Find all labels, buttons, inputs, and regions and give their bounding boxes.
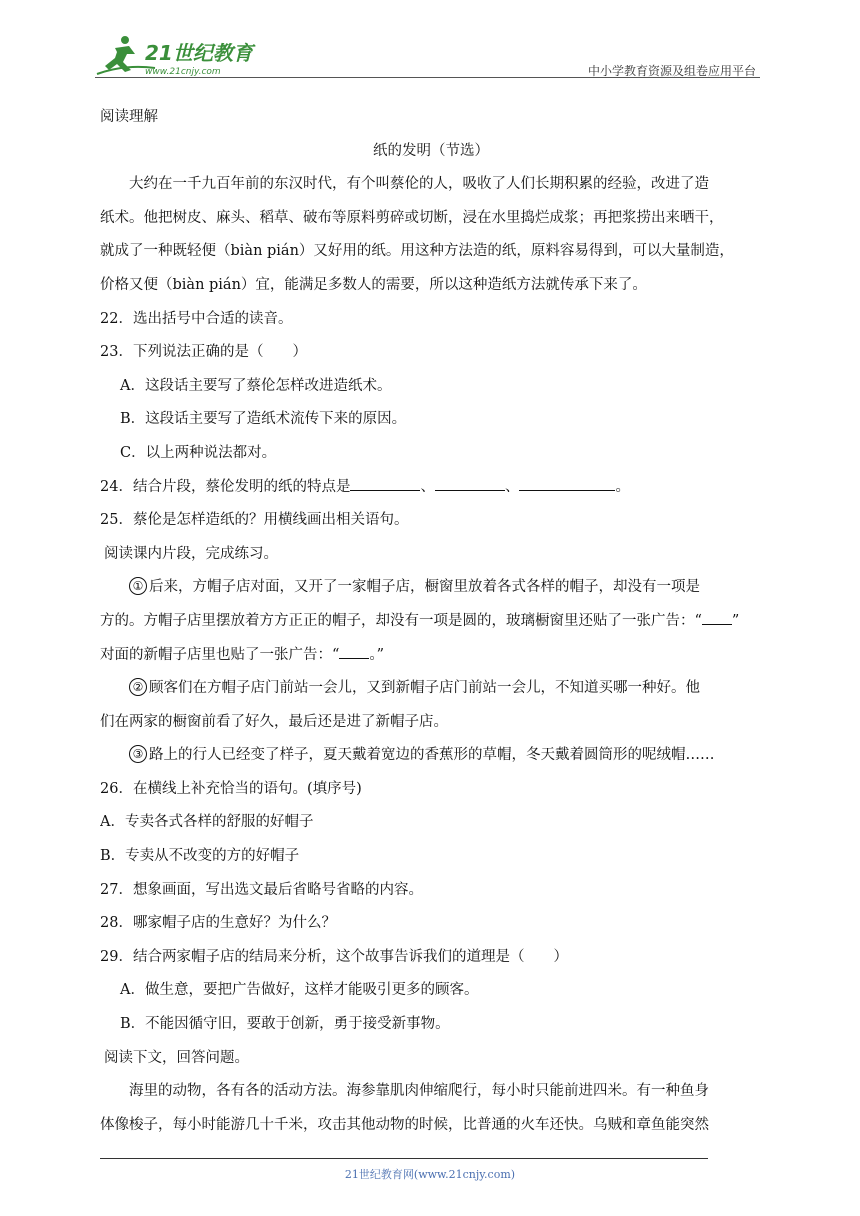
passage-line (100, 269, 762, 303)
separator: 、 (420, 478, 435, 495)
end-mark: 。 (615, 478, 630, 495)
option-a: A．做生意，要把广告做好，这样才能吸引更多的顾客。 (120, 982, 479, 999)
text-run: 对面的新帽子店里也贴了一张广告：“ (100, 646, 340, 663)
section-heading: 阅读理解 (100, 109, 158, 125)
option-a: A．这段话主要写了蔡伦怎样改进造纸术。 (120, 377, 392, 394)
passage-line: 纸术。他把树皮、麻头、稻草、破布等原料剪碎或切断，浸在水里捣烂成浆；再把浆捞出来晒干， (100, 209, 724, 226)
question-29: 29．结合两家帽子店的结局来分析，这个故事告诉我们的道理是（ ） (100, 948, 568, 965)
text-run: 。” (369, 646, 385, 663)
paragraph-number: ① (129, 577, 147, 595)
text-run: 后来，方帽子店对面，又开了一家帽子店，橱窗里放着各式各样的帽子，却没有一项是 (149, 579, 700, 596)
answer-blank[interactable] (435, 476, 505, 491)
separator: 、 (504, 478, 520, 495)
footer-divider (100, 1158, 708, 1159)
answer-blank[interactable] (519, 476, 615, 491)
question-24 (100, 471, 762, 505)
passage-line (100, 571, 762, 605)
passage-line: 大约在一千九百年前的东汉时代，有个叫蔡伦的人，吸收了人们长期积累的经验，改进了造 (129, 176, 709, 193)
logo-url: www.21cnjy.com (145, 67, 221, 77)
option-b: B．这段话主要写了造纸术流传下来的原因。 (120, 411, 407, 428)
emphasis-char: 便 (144, 269, 159, 303)
text-run: 价格又 (100, 276, 144, 293)
question-text: 24．结合片段，蔡伦发明的纸的特点是 (100, 478, 351, 495)
platform-name: 中小学教育资源及组卷应用平台 (587, 64, 756, 78)
question-27: 27．想象画面，写出选文最后省略号省略的内容。 (100, 881, 423, 898)
passage-line (100, 739, 762, 773)
passage-line (100, 235, 762, 269)
text-run: ” (731, 612, 740, 629)
option-b: B．不能因循守旧，要敢于创新，勇于接受新事物。 (120, 1016, 450, 1033)
section-intro: 阅读课内片段，完成练习。 (104, 545, 278, 562)
footer-link[interactable]: 21世纪教育网(www.21cnjy.com) (344, 1168, 516, 1181)
text-run: （biàn pián）宜，能满足多数人的需要，所以这种造纸方法就传承下来了。 (158, 276, 647, 293)
passage-line: 海里的动物，各有各的活动方法。海参靠肌肉伸缩爬行，每小时只能前进四米。有一种鱼身 (129, 1083, 709, 1100)
fill-blank[interactable] (339, 644, 369, 659)
text-run: 方的。方帽子店里摆放着方方正正的帽子，却没有一项是圆的，玻璃橱窗里还贴了一张广告：“ (100, 612, 702, 629)
passage-line: 体像梭子，每小时能游几十千米，攻击其他动物的时候，比普通的火车还快。乌贼和章鱼能突然 (100, 1116, 709, 1133)
logo (95, 34, 265, 78)
option-a: A．专卖各式各样的舒服的好帽子 (100, 814, 314, 831)
header-divider (95, 77, 760, 78)
page-content (100, 101, 762, 1142)
emphasis-char: 便 (202, 235, 217, 269)
section-intro: 阅读下文，回答问题。 (104, 1049, 249, 1066)
question-25: 25．蔡伦是怎样造纸的？用横线画出相关语句。 (100, 512, 409, 529)
passage-title: 纸的发明（节选） (373, 142, 489, 159)
paragraph-number: ③ (129, 745, 147, 763)
text-run: 路上的行人已经变了样子，夏天戴着宽边的香蕉形的草帽，冬天戴着圆筒形的呢绒帽…… (149, 747, 715, 764)
logo-title: 21世纪教育 (145, 41, 253, 65)
question-22: 22．选出括号中合适的读音。 (100, 310, 293, 327)
page-header (95, 28, 760, 80)
text-run: 顾客们在方帽子店门前站一会儿，又到新帽子店门前站一会儿，不知道买哪一种好。他 (149, 680, 700, 697)
paragraph-number: ② (129, 678, 147, 696)
answer-blank[interactable] (350, 476, 420, 491)
text-run: （biàn pián）又好用的纸。用这种方法造的纸，原料容易得到，可以大量制造， (216, 243, 734, 260)
option-b: B．专卖从不改变的方的好帽子 (100, 848, 300, 865)
passage-line: 们在两家的橱窗前看了好久，最后还是进了新帽子店。 (100, 713, 448, 730)
text-run: 就成了一种既轻 (100, 243, 202, 260)
fill-blank[interactable] (702, 610, 732, 625)
question-26: 26．在横线上补充恰当的语句。(填序号) (100, 780, 362, 797)
question-23: 23．下列说法正确的是（ ） (100, 344, 307, 361)
passage-line (100, 639, 762, 673)
option-c: C．以上两种说法都对。 (120, 444, 277, 461)
question-28: 28．哪家帽子店的生意好？为什么？ (100, 915, 336, 932)
passage-line (100, 672, 762, 706)
passage-line (100, 605, 762, 639)
